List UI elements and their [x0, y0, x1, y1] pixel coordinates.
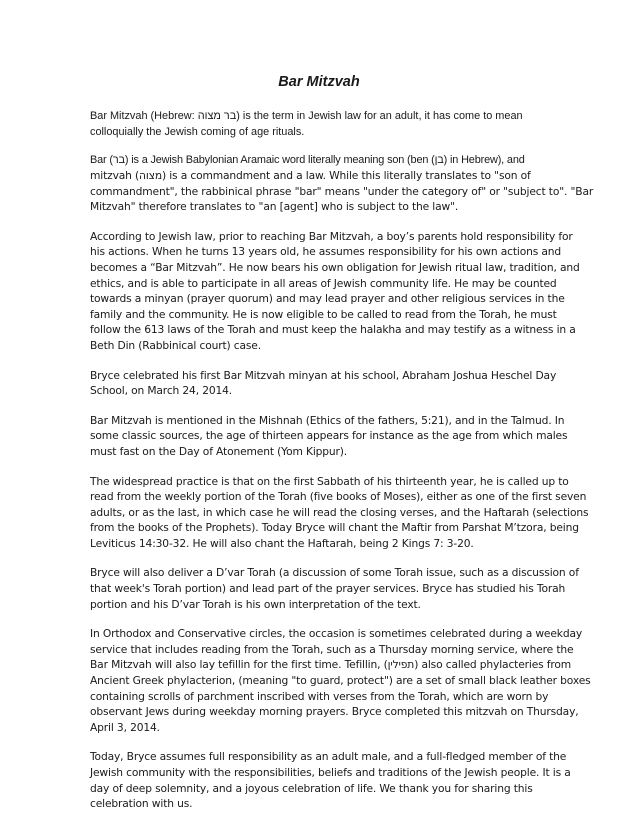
text-line: service that includes reading from the Torah, such as a Thursday morning service, where the [90, 642, 574, 656]
text-line: must fast on the Day of Atonement (Yom Kippur). [90, 444, 348, 458]
text-line: Today, Bryce assumes full responsibility as an adult male, and a full-fledged member of the [90, 750, 567, 764]
paragraph-closing [90, 749, 571, 811]
paragraph-sabbath [90, 474, 589, 552]
text-line: April 3, 2014. [90, 720, 160, 734]
text-line: The widespread practice is that on the first Sabbath of his thirteenth year, he is called up to [90, 474, 569, 488]
text-line: celebration with us. [90, 797, 193, 811]
document-title: Bar Mitzvah [278, 74, 360, 90]
text-line: Jewish community with the responsibilities, beliefs and traditions of the Jewish people. It is a [90, 766, 571, 779]
text-line: Bryce celebrated his first Bar Mitzvah minyan at his school, Abraham Joshua Heschel Day [90, 368, 557, 382]
text-line: Bar Mitzvah is mentioned in the Mishnah (Ethics of the fathers, 5:21), and in the Talmud. In [90, 413, 565, 427]
text-line: portion and his D’var Torah is his own interpretation of the text. [90, 597, 421, 611]
paragraph-etymology [90, 152, 594, 215]
text-line: family and the community. He is now eligible to be called to read from the Torah, he must [90, 307, 557, 321]
text-line: Bar Mitzvah will also lay tefillin for the first time. Tefillin, (תפילין) also called phylacteries from [90, 658, 572, 672]
paragraph-intro [90, 108, 552, 140]
text-line: Bar (בר) is a Jewish Babylonian Aramaic word literally meaning son (ben (בן) in Hebrew), and [90, 154, 525, 166]
text-line: some classic sources, the age of thirteen appears for instance as the age from which males [90, 429, 568, 443]
text-line: containing scrolls of parchment inscribed with verses from the Torah, which are worn by [90, 689, 549, 703]
paragraph-jewish-law [90, 229, 580, 354]
text-line: from the books of the Prophets). Today Bryce will chant the Maftir from Parshat M’tzora, being [90, 521, 579, 535]
text-line: School, on March 24, 2014. [90, 384, 233, 398]
text-line: mitzvah (מצוה) is a commandment and a law. While this literally translates to "son of [90, 169, 531, 182]
text-line: that week's Torah portion) and lead part of the prayer services. Bryce has studied his Torah [90, 582, 566, 596]
text-line: Bryce will also deliver a D’var Torah (a discussion of some Torah issue, such as a discussion of [90, 566, 579, 580]
text-line: Ancient Greek phylacterion, (meaning "to guard, protect") are a set of small black leather boxes [90, 674, 591, 688]
text-line: towards a minyan (prayer quorum) and may lead prayer and other religious services in the [90, 292, 565, 306]
document-body [90, 108, 594, 826]
text-line: In Orthodox and Conservative circles, the occasion is sometimes celebrated during a weekday [90, 627, 583, 641]
paragraph-dvar-torah [90, 565, 579, 612]
text-line: ethics, and is able to participate in all areas of Jewish community life. He may be counted [90, 276, 557, 290]
paragraph-tefillin [90, 626, 591, 735]
paragraph-mishnah [90, 413, 568, 460]
text-line: his actions. When he turns 13 years old, he assumes responsibility for his own actions and [90, 245, 562, 259]
text-line: day of deep solemnity, and a joyous celebration of life. We thank you for sharing this [90, 781, 533, 795]
text-line: Beth Din (Rabbinical court) case. [90, 338, 261, 352]
text-line: adults, or as the last, in which case he will read the closing verses, and the Haftarah (selections [90, 505, 589, 519]
text-line: observant Jews during weekday morning prayers. Bryce completed this mitzvah on Thursday, [90, 705, 579, 719]
paragraph-minyan [90, 368, 557, 399]
text-line: read from the weekly portion of the Torah (five books of Moses), either as one of the first seven [90, 490, 587, 504]
text-line: follow the 613 laws of the Torah and must keep the halakha and may testify as a witness in a [90, 323, 576, 337]
text-line: colloquially the Jewish coming of age rituals. [90, 126, 305, 138]
text-line: Bar Mitzvah (Hebrew: בר מצוה) is the term in Jewish law for an adult, it has come to mean [90, 110, 523, 122]
text-line: commandment", the rabbinical phrase "bar" means "under the category of" or "subject to". "Bar [90, 184, 594, 198]
text-line: According to Jewish law, prior to reaching Bar Mitzvah, a boy’s parents hold responsibility for [90, 229, 573, 243]
text-line: becomes a “Bar Mitzvah”. He now bears his own obligation for Jewish ritual law, tradition, and [90, 260, 580, 274]
text-line: Mitzvah" therefore translates to "an [agent] who is subject to the law". [90, 200, 459, 214]
text-line: Leviticus 14:30-32. He will also chant the Haftarah, being 2 Kings 7: 3-20. [90, 536, 474, 550]
